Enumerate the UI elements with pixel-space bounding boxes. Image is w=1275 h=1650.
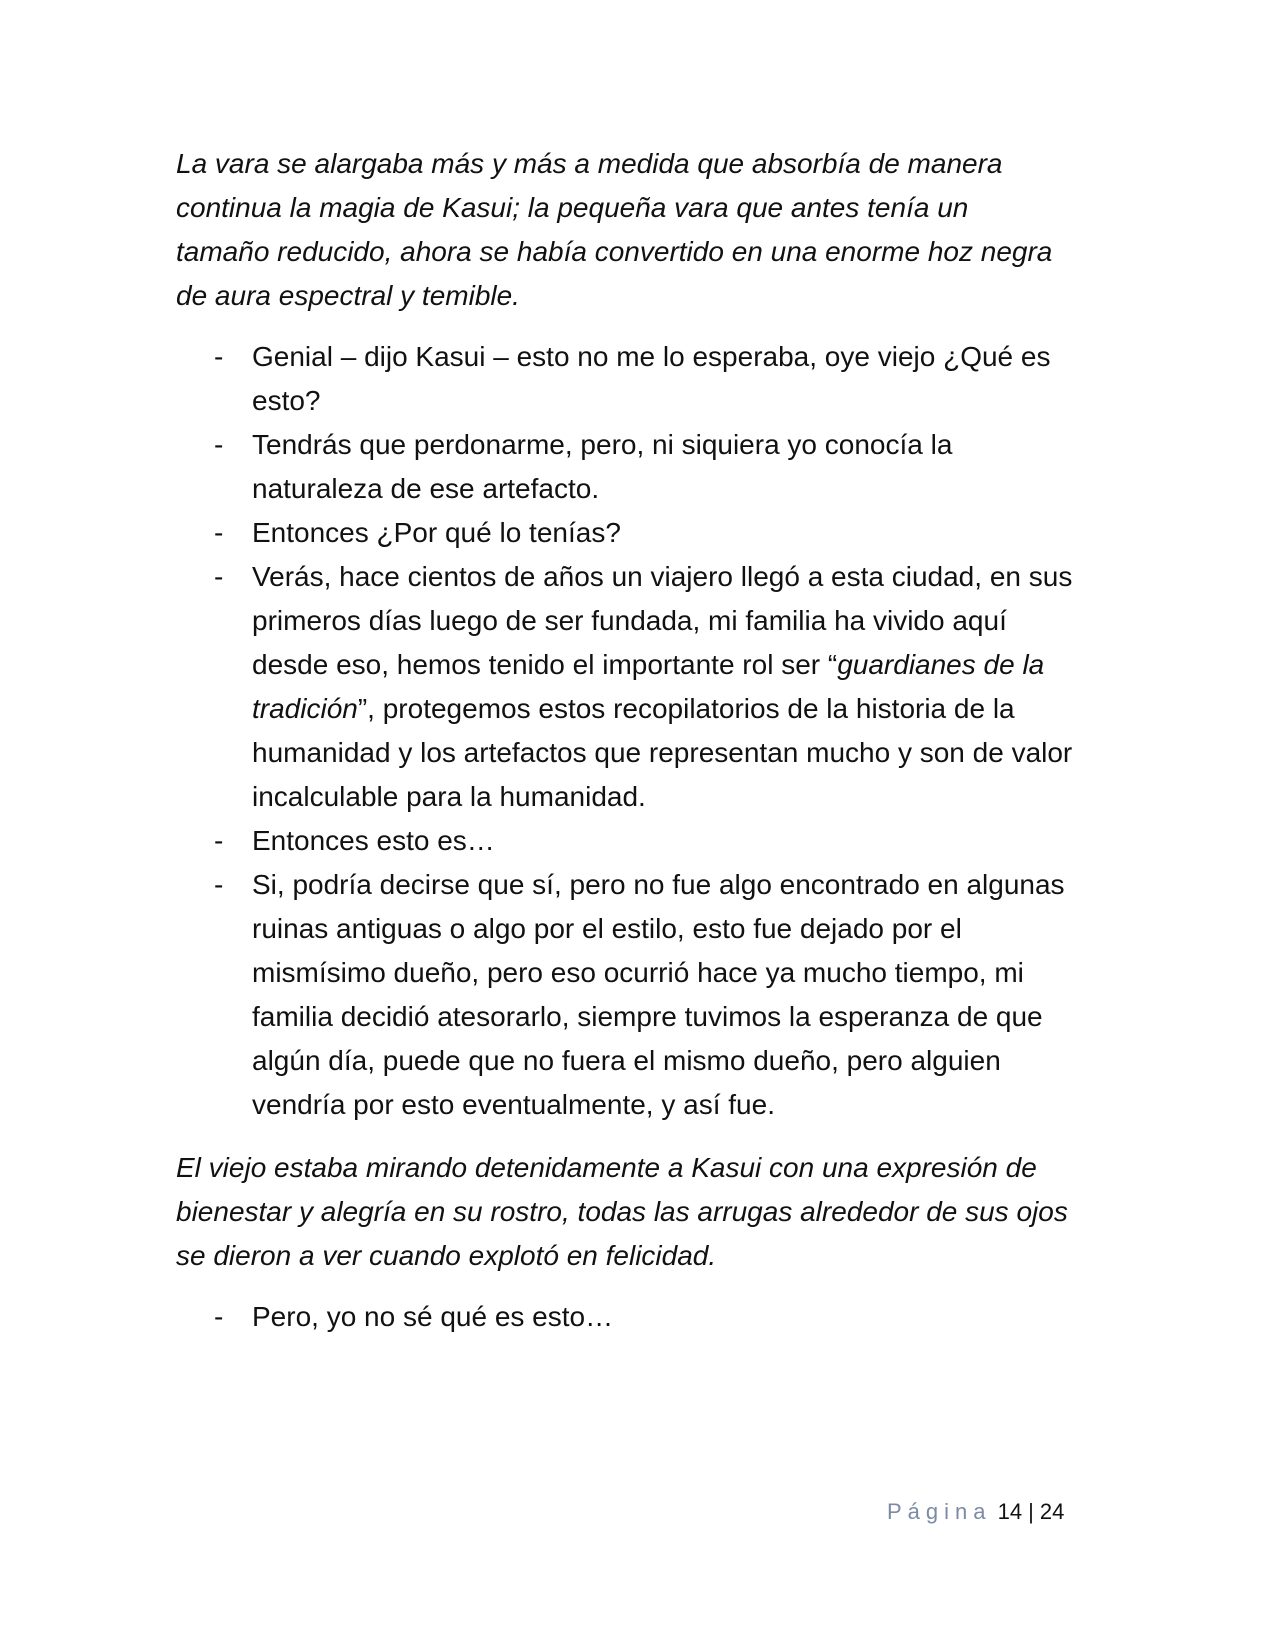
- dialogue-text: Tendrás que perdonarme, pero, ni siquiera yo conocía la naturaleza de ese artefacto.: [252, 429, 953, 504]
- dialogue-dash: -: [214, 1301, 224, 1332]
- dialogue-dash: -: [214, 869, 224, 900]
- dialogue-line: [176, 555, 1086, 819]
- narration-paragraph: La vara se alargaba más y más a medida que absorbía de manera continua la magia de Kasui; la pequeña vara que antes tenía un tamaño reducido, ahora se había convertido en una enorme hoz negra de aura espectral y temible.: [176, 148, 1053, 311]
- dialogue-text-before: Verás, hace cientos de años un viajero llegó a esta ciudad, en sus primeros días luego de ser fundada, mi familia ha vivido aquí desde eso, hemos tenido el importante rol ser “: [252, 561, 1073, 680]
- page-content: [176, 142, 1096, 1339]
- dialogue-text-after: ”, protegemos estos recopilatorios de la historia de la humanidad y los artefactos que representan mucho y son de valor incalculable para la humanidad.: [252, 693, 1073, 812]
- dialogue-line: [176, 863, 1086, 1127]
- dialogue-dash: -: [214, 561, 224, 592]
- dialogue-list: [176, 1295, 1096, 1339]
- dialogue-dash: -: [214, 341, 224, 372]
- dialogue-text: Entonces ¿Por qué lo tenías?: [252, 517, 621, 548]
- dialogue-text: Pero, yo no sé qué es esto…: [252, 1301, 614, 1332]
- dialogue-dash: -: [214, 517, 224, 548]
- narration-paragraph: El viejo estaba mirando detenidamente a Kasui con una expresión de bienestar y alegría en su rostro, todas las arrugas alrededor de sus ojos se dieron a ver cuando explotó en felicidad.: [176, 1152, 1068, 1271]
- dialogue-dash: -: [214, 429, 224, 460]
- dialogue-line: [176, 335, 1086, 423]
- page-total: 24: [1039, 1499, 1065, 1524]
- dialogue-list: [176, 335, 1096, 1127]
- dialogue-text: Genial – dijo Kasui – esto no me lo esperaba, oye viejo ¿Qué es esto?: [252, 341, 1051, 416]
- dialogue-emphasis: guardianes de la tradición: [252, 649, 1045, 724]
- page-separator: |: [1028, 1499, 1034, 1524]
- dialogue-text: Si, podría decirse que sí, pero no fue algo encontrado en algunas ruinas antiguas o algo por el estilo, esto fue dejado por el mismísimo dueño, pero eso ocurrió hace ya mucho tiempo, mi familia decidió atesorarlo, siempre tuvimos la esperanza de que algún día, puede que no fuera el mismo dueño, pero alguien vendría por esto eventualmente, y así fue.: [252, 869, 1065, 1120]
- page-label: Página: [887, 1499, 992, 1524]
- dialogue-dash: -: [214, 825, 224, 856]
- dialogue-line: [176, 1295, 1086, 1339]
- dialogue-text: Entonces esto es…: [252, 825, 495, 856]
- dialogue-line: [176, 819, 1086, 863]
- dialogue-line: [176, 423, 1086, 511]
- page-number: 14: [997, 1499, 1023, 1524]
- dialogue-line: [176, 511, 1086, 555]
- page-footer: [887, 1497, 1064, 1527]
